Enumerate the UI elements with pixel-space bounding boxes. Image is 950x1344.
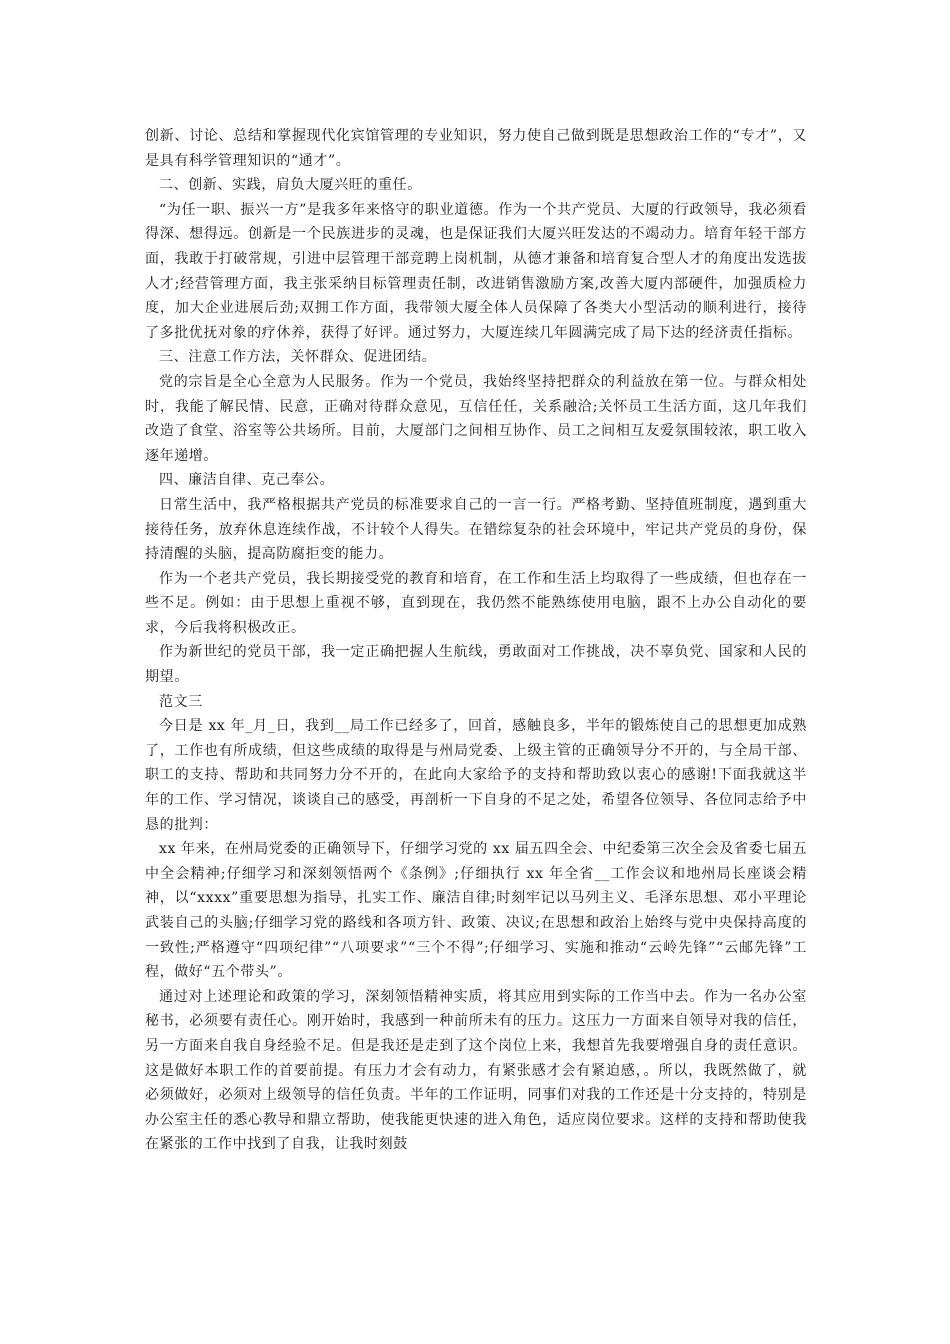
paragraph-study: xx 年来，在州局党委的正确领导下，仔细学习党的 xx 届五四全会、中纪委第三次全会及省委七届五中全会精神;仔细学习和深刻领悟两个《条例》;仔细执行 xx 年全省__工作会议和地州局长座谈会精神，以“xxxx”重要思想为指导，扎实工作、廉洁自律;时刻牢记以马列主义、毛泽东思想、邓小平理论武装自己的头脑;仔细学习党的路线和各项方针、政策、决议;在思想和政治上始终与党中央保持高度的一致性;严格遵守“四项纪律”“八项要求”“三个不得”;仔细学习、实施和推动“云岭先锋”“云邮先锋”工程，做好“五个带头”。 [145, 841, 807, 981]
paragraph-innovation: “为任一职、振兴一方”是我多年来恪守的职业道德。作为一个共产党员、大厦的行政领导，我必须看得深、想得远。创新是一个民族进步的灵魂，也是保证我们大厦兴旺发达的不竭动力。培育年轻干部方面，我敢于打破常规，引进中层管理干部竞聘上岗机制，从德才兼备和培育复合型人才的角度出发选拔人才;经营管理方面，我主张采纳目标管理责任制，改进销售激励方案,改善大厦内部硬件，加强质检力度，加大企业进展后劲;双拥工作方面，我带领大厦全体人员保障了各类大小型活动的顺利进行，接待了多批优抚对象的疗休养，获得了好评。通过努力，大厦连续几年圆满完成了局下达的经济责任指标。 [145, 201, 807, 341]
paragraph-daily-life: 日常生活中，我严格根据共产党员的标准要求自己的一言一行。严格考勤、坚持值班制度，遇到重大接待任务，放弃休息连续作战，不计较个人得失。在错综复杂的社会环境中，牢记共产党员的身份，保持清醒的头脑，提高防腐拒变的能力。 [145, 496, 807, 563]
paragraph-today: 今日是 xx 年_月_日，我到__局工作已经多了，回首，感触良多，半年的锻炼使自己的思想更加成熟了，工作也有所成绩，但这些成绩的取得是与州局党委、上级主管的正确领导分不开的，与全局干部、职工的支持、帮助和共同努力分不开的，在此向大家给予的支持和帮助致以衷心的感谢!下面我就这半年的工作、学习情况，谈谈自己的感受，再剖析一下自身的不足之处，希望各位领导、各位同志给予中恳的批判： [145, 718, 807, 833]
paragraph-responsibility: 通过对上述理论和政策的学习，深刻领悟精神实质，将其应用到实际的工作当中去。作为一名办公室秘书，必须要有责任心。刚开始时，我感到一种前所未有的压力。这压力一方面来自领导对我的信任，另一方面来自我自身经验不足。但是我还是走到了这个岗位上来，我想首先我要增强自身的责任意识。这是做好本职工作的首要前提。有压力才会有动力，有紧张感才会有紧迫感，。所以，我既然做了，就必须做好，必须对上级领导的信任负责。半年的工作证明，同事们对我的工作还是十分支持的，特别是办公室主任的悉心教导和鼎立帮助，使我能更快速的进入角色，适应岗位要求。这样的支持和帮助使我在紧张的工作中找到了自我，让我时刻鼓 [145, 988, 807, 1153]
paragraph-party-purpose: 党的宗旨是全心全意为人民服务。作为一个党员，我始终坚持把群众的利益放在第一位。与群众相处时，我能了解民情、民意，正确对待群众意见，互信任任，关系融洽;关怀员工生活方面，这几年我们改造了食堂、浴室等公共场所。目前，大厦部门之间相互协作、员工之间相互友爱氛围较浓，职工收入逐年递增。 [145, 373, 807, 464]
heading-section-four: 四、廉洁自律、克己奉公。 [159, 472, 335, 489]
paragraph-intro-continuation: 创新、讨论、总结和掌握现代化宾馆管理的专业知识，努力使自己做到既是思想政治工作的“专才”，又是具有科学管理知识的“通才”。 [145, 128, 807, 169]
document-body [145, 124, 807, 1157]
heading-section-three: 三、注意工作方法，关怀群众、促进团结。 [159, 349, 437, 366]
heading-sample-three: 范文三 [159, 693, 203, 710]
heading-section-two: 二、创新、实践，肩负大厦兴旺的重任。 [159, 177, 422, 194]
paragraph-commitment: 作为新世纪的党员干部，我一定正确把握人生航线，勇敢面对工作挑战，决不辜负党、国家和人民的期望。 [145, 644, 807, 686]
paragraph-shortcomings: 作为一个老共产党员，我长期接受党的教育和培育，在工作和生活上均取得了一些成绩，但也存在一些不足。例如：由于思想上重视不够，直到现在，我仍然不能熟练使用电脑，跟不上办公自动化的要求，今后我将积极改正。 [145, 570, 807, 636]
